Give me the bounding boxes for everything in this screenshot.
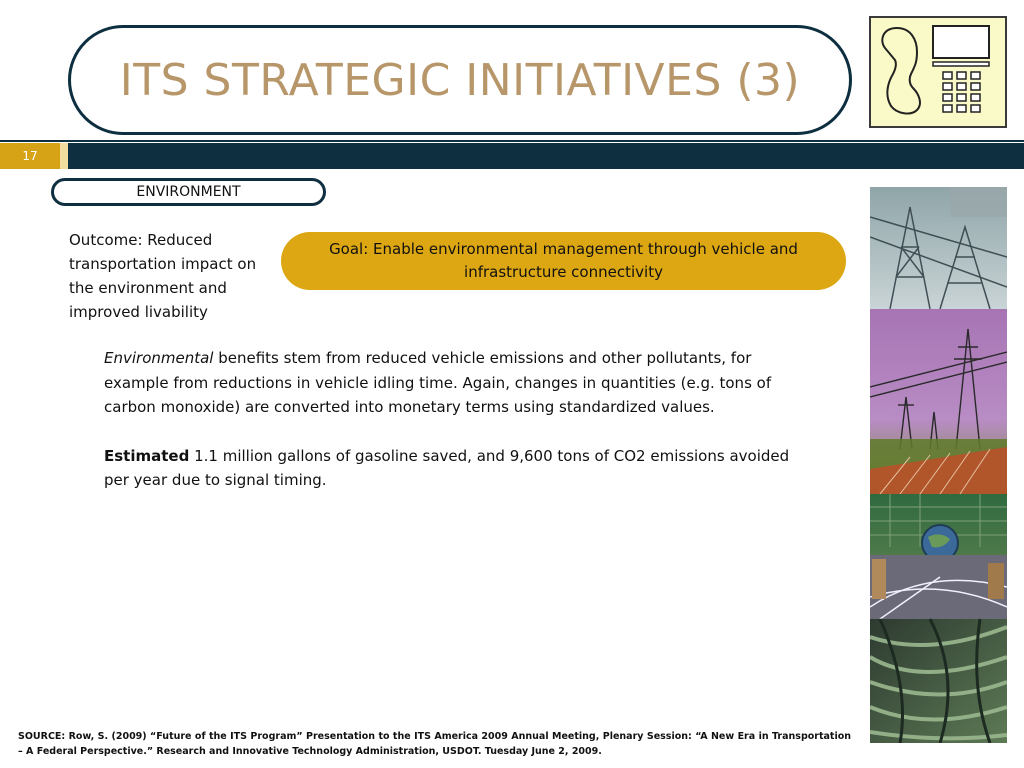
page-number: 17 xyxy=(0,143,60,169)
paragraph-estimated xyxy=(104,444,816,493)
photo-cables xyxy=(870,619,1007,743)
emphasis-environmental: Environmental xyxy=(104,349,214,367)
emphasis-estimated: Estimated xyxy=(104,446,190,465)
source-citation: SOURCE: Row, S. (2009) “Future of the ITS Program” Presentation to the ITS America 2009 Annual Meeting, Plenary Session: “A New Era in Transportation – A Federal Perspective.” Research and Innovative Technology Administration, USDOT. Tuesday June 2, 2009. xyxy=(18,731,851,757)
goal-text: Goal: Enable environmental management through vehicle and infrastructure connectivity xyxy=(329,240,798,281)
title-banner xyxy=(68,25,852,135)
outcome-text: Outcome: Reduced transportation impact on the environment and improved livability xyxy=(69,231,257,321)
band-spacer xyxy=(60,143,68,169)
header-band xyxy=(68,143,1024,169)
goal-callout xyxy=(281,232,846,290)
phone-device-icon xyxy=(869,16,1007,128)
photo-globe-circuit xyxy=(870,494,1007,619)
section-label: ENVIRONMENT xyxy=(51,178,326,206)
body-content xyxy=(104,346,816,493)
paragraph-environmental xyxy=(104,346,816,420)
photo-towers xyxy=(870,187,1007,309)
paragraph-estimated-text: 1.1 million gallons of gasoline saved, and 9,600 tons of CO2 emissions avoided per year due to signal timing. xyxy=(104,446,790,489)
header-divider xyxy=(0,140,1024,142)
slide-title: ITS STRATEGIC INITIATIVES (3) xyxy=(119,54,801,106)
photo-collage xyxy=(870,187,1007,743)
photo-power-lines xyxy=(870,309,1007,494)
paragraph-environmental-text: benefits stem from reduced vehicle emissions and other pollutants, for example from reductions in vehicle idling time. Again, changes in quantities (e.g. tons of carbon monoxide) are converted into monetary terms using standardized values. xyxy=(104,349,772,416)
